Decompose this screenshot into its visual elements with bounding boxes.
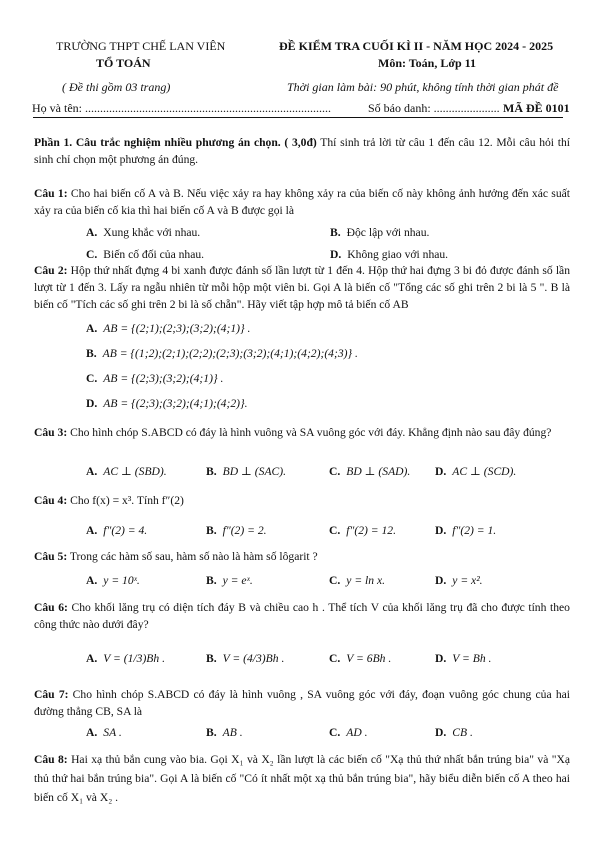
question-7 [34,686,570,720]
option-text: y = eˣ. [222,574,253,587]
option-letter: D. [330,248,342,261]
option-letter: A. [86,574,98,587]
option-letter: C. [86,248,98,261]
question-label: Câu 8: [34,753,68,766]
option-letter: C. [329,524,341,537]
option-text: V = (4/3)Bh . [222,652,285,665]
q3-option-c[interactable] [329,464,410,478]
question-text: Cho hình chóp S.ABCD có đáy là hình vuông , SA vuông góc với đáy, đoạn vuông góc chung của hai đường thẳng CB, SA là [34,688,570,718]
option-text: V = Bh . [452,652,492,665]
question-4 [34,492,570,509]
option-text: AB = {(2;3);(3;2);(4;1)} . [103,372,224,385]
option-letter: D. [435,465,447,478]
q3-option-b[interactable] [206,464,286,478]
option-letter: A. [86,652,98,665]
option-text: Xung khắc với nhau. [103,226,201,239]
question-text: Cho khối lăng trụ có diện tích đáy B và chiều cao h . Thể tích V của khối lăng trụ đã cho được tính theo công thức nào dưới đây? [34,601,570,631]
q4-option-b[interactable] [206,524,267,537]
question-label: Câu 2: [34,264,68,277]
part1-title: Phần 1. Câu trắc nghiệm nhiều phương án chọn. ( 3,0đ) [34,136,317,149]
q3-option-a[interactable] [86,464,167,478]
q2-option-d[interactable] [86,397,248,410]
q4-option-a[interactable] [86,524,147,537]
option-text: AC ⊥ (SBD). [103,465,167,478]
option-letter: A. [86,726,98,739]
option-text: AB = {(1;2);(2;1);(2;2);(2;3);(3;2);(4;1);(4;2);(4;3)} . [102,347,358,360]
q1-option-c[interactable] [86,248,204,261]
option-text: SA . [103,726,122,739]
option-text: Biến cố đối của nhau. [103,248,205,261]
question-5 [34,548,570,565]
question-label: Câu 6: [34,601,68,614]
q6-option-c[interactable] [329,652,391,665]
option-letter: B. [86,347,97,360]
question-label: Câu 4: [34,494,68,507]
option-text: CB . [452,726,473,739]
question-6 [34,599,570,633]
question-text: Hộp thứ nhất đựng 4 bi xanh được đánh số lần lượt từ 1 đến 4. Hộp thứ hai đựng 3 bi đỏ được đánh số lần lượt từ 1 đến 3. Lấy ra ngẫu nhiên từ mỗi hộp một viên bi. Gọi A là biến cố "Tổng các số ghi trên 2 bi là 5 ". B là biến cố "Tích các số ghi trên 2 bi là số chẵn". Hãy viết tập hợp mô tả biến cố AB [34,264,570,311]
q1-option-a[interactable] [86,226,200,239]
question-8 [34,750,570,807]
question-1 [34,185,570,219]
part1-heading [34,134,570,168]
option-text: AD . [346,726,368,739]
option-letter: C. [329,465,341,478]
option-letter: D. [435,726,447,739]
question-label: Câu 3: [34,426,68,439]
option-letter: B. [206,465,217,478]
question-label: Câu 1: [34,187,68,200]
question-3 [34,424,570,441]
q1-option-d[interactable] [330,248,448,261]
option-letter: D. [435,524,447,537]
part1-instruction: Thí sinh trả lời từ câu 1 đến câu 12. Mỗi câu hỏi thí sinh chỉ chọn một phương án đúng. [34,136,570,166]
option-text: V = (1/3)Bh . [103,652,165,665]
option-letter: B. [206,524,217,537]
option-letter: A. [86,226,98,239]
option-letter: B. [330,226,341,239]
option-text: AC ⊥ (SCD). [452,465,517,478]
question-2 [34,262,570,313]
option-letter: A. [86,524,98,537]
option-text: y = 10ˣ. [103,574,140,587]
option-letter: A. [86,465,98,478]
option-text: BD ⊥ (SAD). [346,465,411,478]
question-label: Câu 5: [34,550,68,563]
option-letter: B. [206,652,217,665]
q5-option-a[interactable] [86,574,140,587]
question-text: Cho hình chóp S.ABCD có đáy là hình vuông và SA vuông góc với đáy. Khẳng định nào sau đây đúng? [67,426,552,439]
question-text: Cho f(x) = x³. Tính f″(2) [67,494,184,507]
option-letter: D. [435,574,447,587]
option-text: BD ⊥ (SAC). [222,465,287,478]
option-letter: B. [206,574,217,587]
option-letter: C. [329,574,341,587]
option-text: V = 6Bh . [346,652,392,665]
option-text: Không giao với nhau. [347,248,449,261]
q5-option-d[interactable] [435,574,483,587]
q6-option-b[interactable] [206,652,284,665]
subject-line: Môn: Toán, Lớp 11 [378,56,477,70]
question-text: Hai xạ thủ bắn cung vào bia. Gọi X₁ và X₂ lần lượt là các biến cố "Xạ thủ thứ nhất bắn trúng bia" và "Xạ thủ thứ hai bắn trúng bia". Gọi A là biến cố "Có ít nhất một xạ thủ bắn trúng bia", hãy biểu diễn biến cố A theo hai biến cố X₁ và X₂ . [34,753,570,804]
option-text: AB = {(2;1);(2;3);(3;2);(4;1)} . [103,322,251,335]
option-letter: D. [86,397,98,410]
exam-title: ĐỀ KIỂM TRA CUỐI KÌ II - NĂM HỌC 2024 - 2025 [279,39,554,53]
option-letter: A. [86,322,98,335]
q5-option-c[interactable] [329,574,385,587]
option-text: y = x². [452,574,483,587]
option-text: f″(2) = 4. [103,524,148,537]
option-text: AB = {(2;3);(3;2);(4;1);(4;2)}. [103,397,248,410]
option-letter: B. [206,726,217,739]
q4-option-d[interactable] [435,524,496,537]
time-note: Thời gian làm bài: 90 phút, không tính thời gian phát đề [287,80,559,94]
q7-option-d[interactable] [435,726,473,739]
q5-option-b[interactable] [206,574,253,587]
department-name: TỔ TOÁN [96,56,151,70]
option-text: y = ln x. [346,574,386,587]
option-text: AB . [222,726,243,739]
option-text: f″(2) = 2. [222,524,267,537]
header-divider [33,117,563,118]
question-text: Trong các hàm số sau, hàm số nào là hàm số lôgarit ? [67,550,318,563]
option-text: f″(2) = 1. [452,524,497,537]
q7-option-c[interactable] [329,726,368,739]
q7-option-b[interactable] [206,726,243,739]
option-letter: C. [86,372,98,385]
option-text: Độc lập với nhau. [346,226,430,239]
q1-option-b[interactable] [330,226,429,239]
q7-option-a[interactable] [86,726,122,739]
pages-note: ( Đề thi gồm 03 trang) [62,80,171,94]
option-letter: D. [435,652,447,665]
q3-option-d[interactable] [435,464,516,478]
q6-option-a[interactable] [86,652,165,665]
exam-code: MÃ ĐỀ 0101 [503,101,570,115]
question-text: Cho hai biến cố A và B. Nếu việc xảy ra hay không xảy ra của biến cố này không ảnh hưởng đến xác suất xảy ra của biến cố kia thì hai biến cố A và B được gọi là [34,187,570,217]
student-name-field: Họ và tên: .................................................................................. [32,101,331,115]
q6-option-d[interactable] [435,652,491,665]
option-text: f″(2) = 12. [346,524,396,537]
q2-option-a[interactable] [86,322,250,335]
option-letter: C. [329,726,341,739]
option-letter: C. [329,652,341,665]
question-label: Câu 7: [34,688,69,701]
school-name: TRƯỜNG THPT CHẾ LAN VIÊN [56,39,226,53]
id-number-field: Số báo danh: ...................... [368,101,500,115]
q2-option-c[interactable] [86,372,223,385]
q4-option-c[interactable] [329,524,396,537]
q2-option-b[interactable] [86,347,358,360]
